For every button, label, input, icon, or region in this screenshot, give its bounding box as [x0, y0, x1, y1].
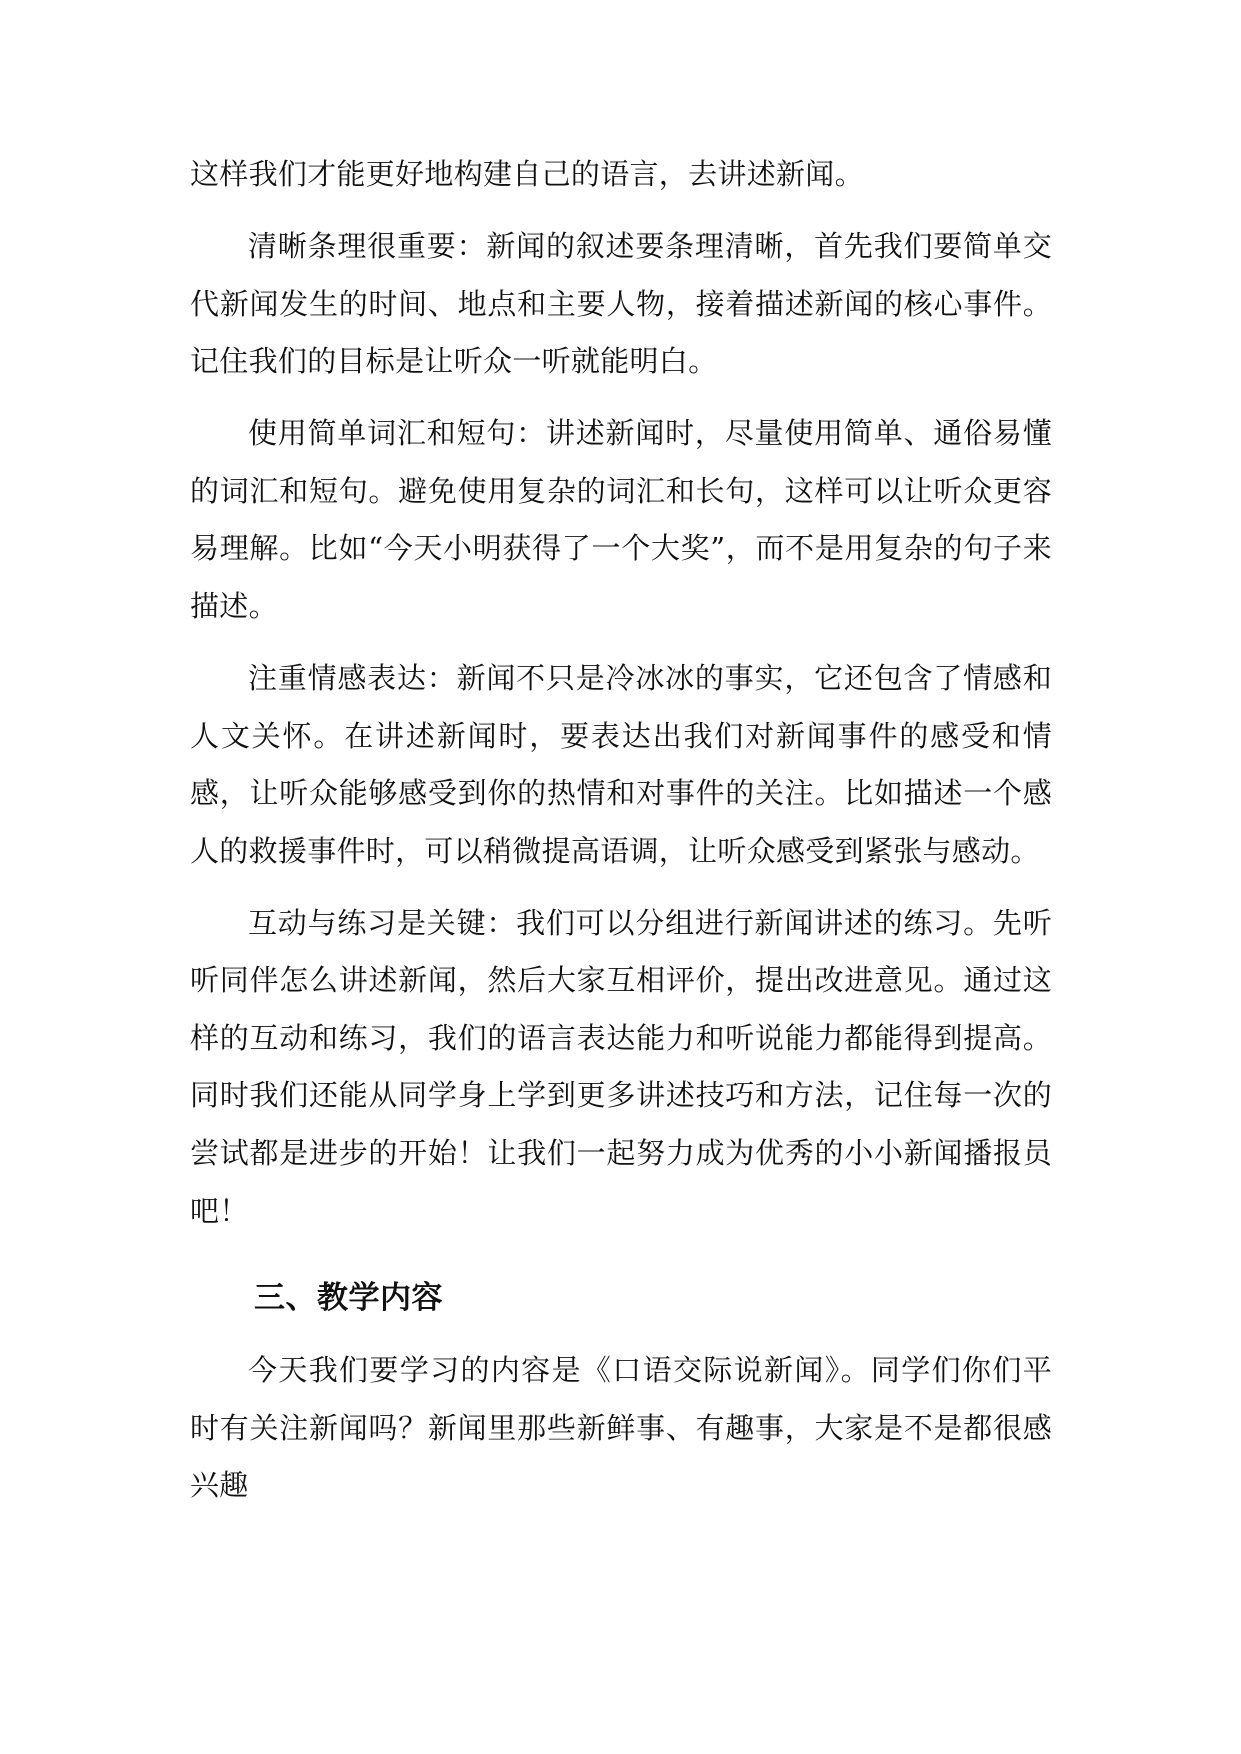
paragraph-clear-structure: 清晰条理很重要：新闻的叙述要条理清晰，首先我们要简单交代新闻发生的时间、地点和主要人物，接着描述新闻的核心事件。记住我们的目标是让听众一听就能明白。 — [190, 228, 1052, 379]
paragraph-continuation: 这样我们才能更好地构建自己的语言，去讲述新闻。 — [190, 157, 864, 191]
document-body — [190, 146, 1052, 1529]
paragraph-practice: 互动与练习是关键：我们可以分组进行新闻讲述的练习。先听听同伴怎么讲述新闻，然后大家互相评价，提出改进意见。通过这样的互动和练习，我们的语言表达能力和听说能力都能得到提高。同时我们还能从同学身上学到更多讲述技巧和方法，记住每一次的尝试都是进步的开始！让我们一起努力成为优秀的小小新闻播报员吧！ — [190, 905, 1052, 1228]
section-heading: 三、教学内容 — [254, 1280, 443, 1317]
paragraph-teaching-content: 今天我们要学习的内容是《口语交际说新闻》。同学们你们平时有关注新闻吗？新闻里那些新鲜事、有趣事，大家是不是都很感兴趣 — [190, 1353, 1052, 1503]
paragraph-simple-words: 使用简单词汇和短句：讲述新闻时，尽量使用简单、通俗易懂的词汇和短句。避免使用复杂的词汇和长句，这样可以让听众更容易理解。比如“今天小明获得了一个大奖”，而不是用复杂的句子来描述。 — [190, 416, 1052, 623]
paragraph-emotion: 注重情感表达：新闻不只是冷冰冰的事实，它还包含了情感和人文关怀。在讲述新闻时，要表达出我们对新闻事件的感受和情感，让听众能够感受到你的热情和对事件的关注。比如描述一个感人的救援事件时，可以稍微提高语调，让听众感受到紧张与感动。 — [190, 660, 1052, 868]
